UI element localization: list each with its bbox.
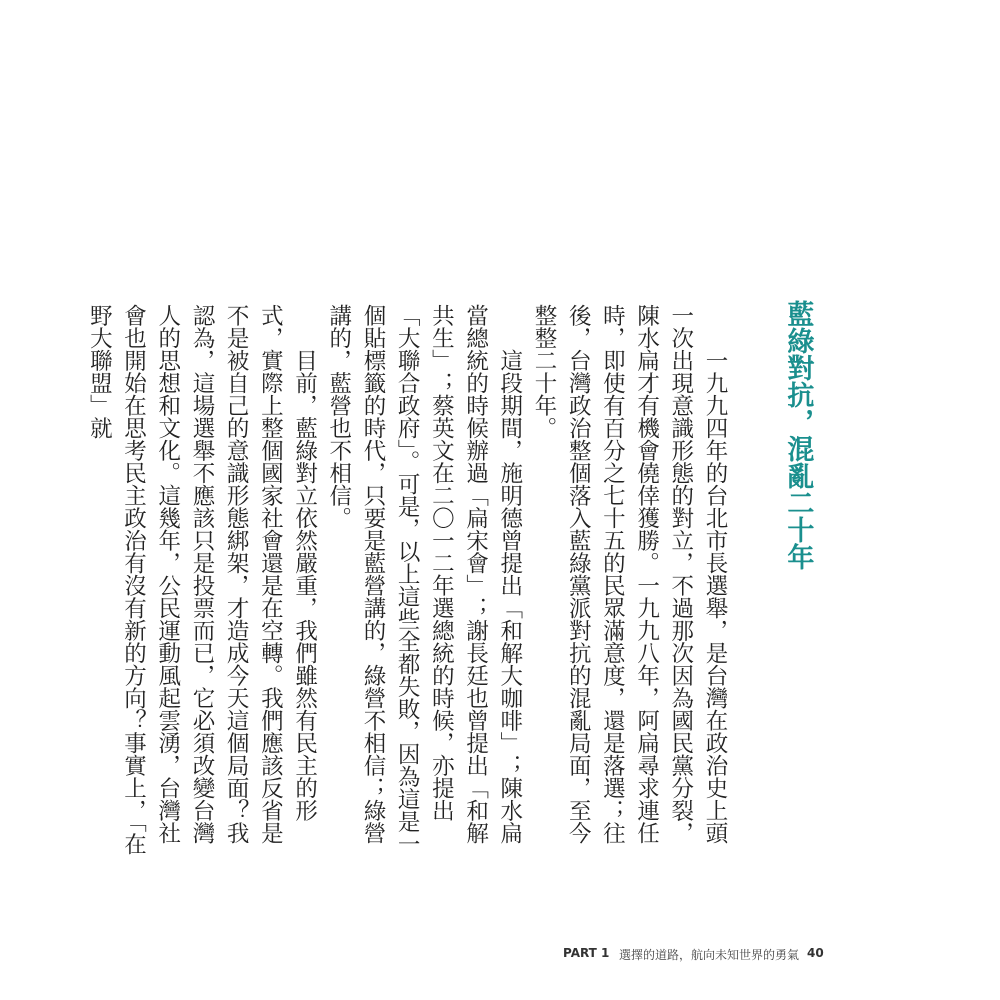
paragraph-1: 一九九四年的台北市長選舉，是台灣在政治史上頭一次出現意識形態的對立，不過那次因為國民黨分裂，陳水扁才有機會僥倖獲勝。一九九八年，阿扁尋求連任時，即使有百分之七十五的民眾滿意度，還是落選；往後，台灣政治整個落入藍綠黨派對抗的混亂局面，至今整整二十年。	[530, 304, 728, 844]
page-number: 40	[807, 946, 824, 960]
footer-part-label: PART 1	[563, 946, 610, 960]
paragraph-3: 目前，藍綠對立依然嚴重，我們雖然有民主的形式，實際上整個國家社會還是在空轉。我們應該反省是不是被自己的意識形態綁架，才造成今天這個局面？我認為，這場選舉不應該只是投票而已，它必須改變台灣人的思想和文化。這幾年，公民運動風起雲湧，台灣社會也開始在思考民主政治有沒有新的方向？事實上，「在野大聯盟」就	[86, 304, 318, 856]
footer-book-title: 選擇的道路，航向未知世界的勇氣	[619, 948, 800, 962]
section-heading: 藍綠對抗，混亂二十年	[782, 300, 814, 570]
page-footer	[0, 946, 1000, 970]
paragraph-2: 這段期間，施明德曾提出「和解大咖啡」；陳水扁當總統的時候辦過「扁宋會」；謝長廷也曾提出「和解共生」；蔡英文在二〇一二年選總統的時候，亦提出「大聯合政府」。可是，以上這些全都失敗，因為這是一個貼標籤的時代，只要是藍營講的，綠營不相信；綠營講的，藍營也不相信。	[325, 304, 523, 856]
body-text	[82, 304, 732, 864]
